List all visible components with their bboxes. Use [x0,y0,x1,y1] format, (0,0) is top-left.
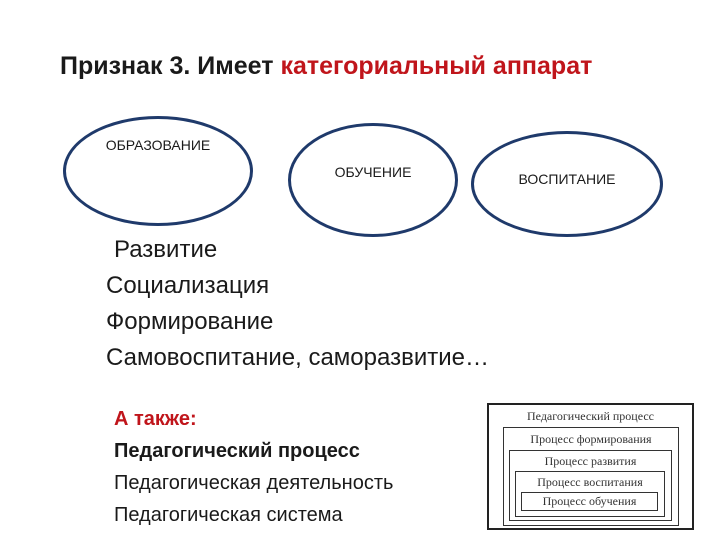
term-item: Формирование [106,308,274,335]
also-list [114,403,393,531]
slide-title [60,52,592,81]
nest-box-level-1 [503,427,679,526]
category-label: ВОСПИТАНИЕ [518,171,616,187]
term-item: Развитие [114,236,218,263]
nest-label-level-1: Процесс формирования [530,432,652,446]
nest-box-level-2 [509,450,672,521]
category-ellipse-obuchenie [288,123,458,237]
nest-box-level-3 [515,471,665,517]
category-label: ОБУЧЕНИЕ [334,164,412,180]
title-prefix: Признак 3. Имеет [60,52,281,80]
category-ellipse-obrazovanie [63,116,253,226]
category-ellipse-vospitanie [471,131,663,237]
term-item: Социализация [106,272,270,299]
nest-label-level-4: Процесс обучения [542,494,637,508]
nest-box-level-4 [521,492,658,511]
nest-label-level-2: Процесс развития [544,454,637,468]
nested-process-diagram [487,403,694,530]
category-label: ОБРАЗОВАНИЕ [105,137,211,153]
nest-label-outer: Педагогический процесс [526,409,654,423]
term-item: Самовоспитание, саморазвитие… [106,344,489,371]
terms-list [106,232,489,376]
also-item: Педагогическая деятельность [114,472,394,494]
title-accent: категориальный аппарат [280,52,593,80]
also-item: Педагогический процесс [114,440,360,462]
also-item: Педагогическая система [114,504,343,526]
also-heading: А также: [114,408,197,430]
nest-label-level-3: Процесс воспитания [537,475,643,489]
